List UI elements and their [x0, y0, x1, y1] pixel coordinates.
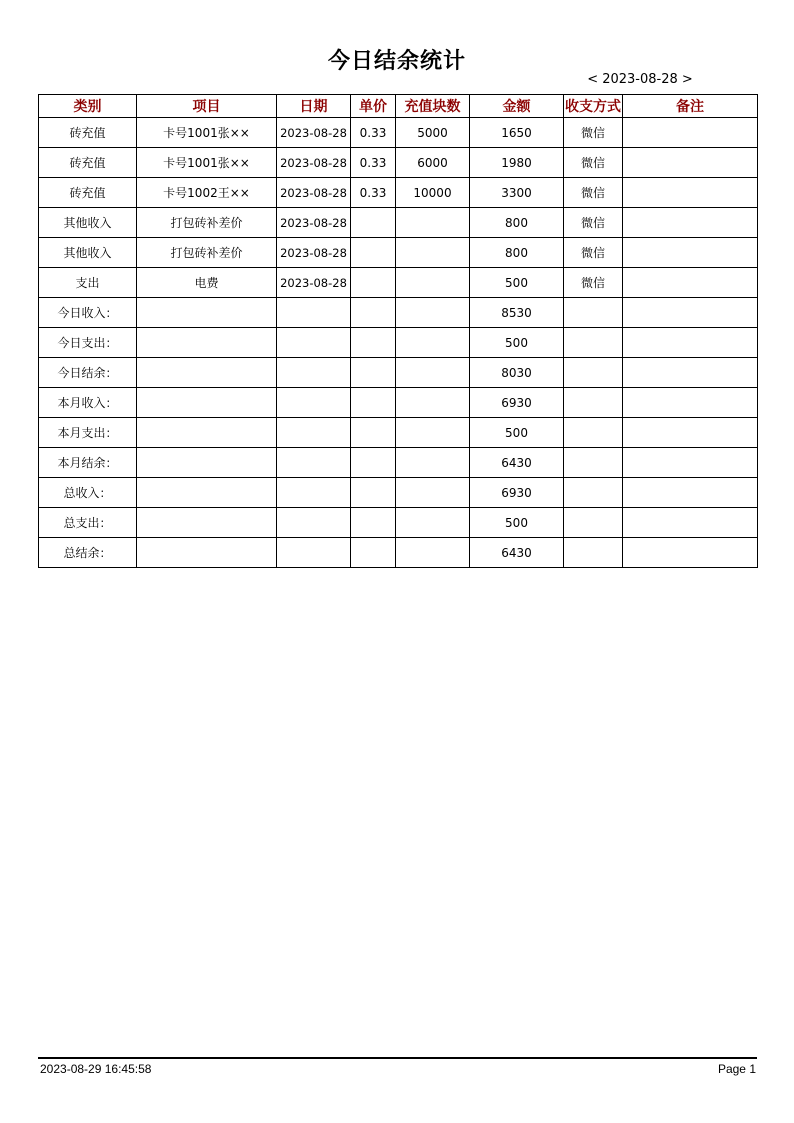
cell-category: 其他收入: [39, 238, 137, 268]
cell-unit-price: 0.33: [351, 148, 396, 178]
cell-unit-price: [351, 268, 396, 298]
cell-remarks: [623, 118, 758, 148]
report-title: 今日结余统计: [327, 48, 466, 74]
summary-row-today-balance: [39, 358, 758, 388]
summary-label: 总结余：: [39, 538, 137, 568]
cell-item: 卡号1001张××: [137, 118, 277, 148]
cell-date: 2023-08-28: [277, 208, 351, 238]
cell-remarks: [623, 148, 758, 178]
summary-row-month-expense: [39, 418, 758, 448]
footer-timestamp: 2023-08-29 16:45:58: [40, 1062, 152, 1076]
cell-amount: 800: [470, 238, 564, 268]
summary-row-today-expense: [39, 328, 758, 358]
cell-item: 卡号1002王××: [137, 178, 277, 208]
table-header-row: [39, 95, 758, 118]
col-header-item: 项目: [137, 95, 277, 118]
cell-item: 打包砖补差价: [137, 238, 277, 268]
cell-unit-price: 0.33: [351, 118, 396, 148]
cell-category: 其他收入: [39, 208, 137, 238]
footer-page-number: Page 1: [717, 1062, 756, 1076]
summary-amount: 500: [470, 508, 564, 538]
cell-recharge-count: [396, 208, 470, 238]
cell-amount: 800: [470, 208, 564, 238]
cell-unit-price: [351, 238, 396, 268]
cell-recharge-count: [396, 238, 470, 268]
cell-item: 电费: [137, 268, 277, 298]
summary-row-month-income: [39, 388, 758, 418]
cell-payment-method: 微信: [564, 148, 623, 178]
cell-payment-method: 微信: [564, 118, 623, 148]
summary-row-total-income: [39, 478, 758, 508]
col-header-unit-price: 单价: [351, 95, 396, 118]
cell-category: 支出: [39, 268, 137, 298]
summary-label: 本月结余：: [39, 448, 137, 478]
cell-category: 砖充值: [39, 148, 137, 178]
summary-label: 总支出：: [39, 508, 137, 538]
table-row: [39, 208, 758, 238]
cell-payment-method: 微信: [564, 178, 623, 208]
summary-amount: 6930: [470, 478, 564, 508]
summary-amount: 6430: [470, 448, 564, 478]
summary-label: 总收入：: [39, 478, 137, 508]
summary-amount: 500: [470, 418, 564, 448]
cell-date: 2023-08-28: [277, 238, 351, 268]
cell-date: 2023-08-28: [277, 118, 351, 148]
table-row: [39, 118, 758, 148]
balance-table: [38, 94, 758, 568]
cell-payment-method: 微信: [564, 208, 623, 238]
summary-row-total-expense: [39, 508, 758, 538]
cell-recharge-count: 10000: [396, 178, 470, 208]
cell-date: 2023-08-28: [277, 178, 351, 208]
col-header-remarks: 备注: [623, 95, 758, 118]
summary-row-today-income: [39, 298, 758, 328]
summary-label: 今日支出：: [39, 328, 137, 358]
summary-label: 本月收入：: [39, 388, 137, 418]
cell-recharge-count: 6000: [396, 148, 470, 178]
cell-item: 卡号1001张××: [137, 148, 277, 178]
summary-amount: 8530: [470, 298, 564, 328]
summary-amount: 6930: [470, 388, 564, 418]
table-row: [39, 178, 758, 208]
cell-remarks: [623, 178, 758, 208]
col-header-date: 日期: [277, 95, 351, 118]
cell-category: 砖充值: [39, 118, 137, 148]
table-row: [39, 148, 758, 178]
cell-remarks: [623, 208, 758, 238]
cell-recharge-count: [396, 268, 470, 298]
table-row: [39, 238, 758, 268]
summary-label: 今日收入：: [39, 298, 137, 328]
summary-row-month-balance: [39, 448, 758, 478]
summary-label: 本月支出：: [39, 418, 137, 448]
cell-category: 砖充值: [39, 178, 137, 208]
cell-recharge-count: 5000: [396, 118, 470, 148]
summary-amount: 6430: [470, 538, 564, 568]
summary-label: 今日结余：: [39, 358, 137, 388]
col-header-amount: 金额: [470, 95, 564, 118]
summary-amount: 500: [470, 328, 564, 358]
table-row: [39, 268, 758, 298]
cell-remarks: [623, 238, 758, 268]
cell-amount: 3300: [470, 178, 564, 208]
col-header-category: 类别: [39, 95, 137, 118]
footer-divider: [38, 1057, 757, 1059]
summary-amount: 8030: [470, 358, 564, 388]
cell-payment-method: 微信: [564, 238, 623, 268]
col-header-recharge-count: 充值块数: [396, 95, 470, 118]
col-header-payment-method: 收支方式: [564, 95, 623, 118]
summary-row-total-balance: [39, 538, 758, 568]
cell-unit-price: [351, 208, 396, 238]
cell-date: 2023-08-28: [277, 148, 351, 178]
cell-remarks: [623, 268, 758, 298]
cell-amount: 1650: [470, 118, 564, 148]
cell-payment-method: 微信: [564, 268, 623, 298]
cell-date: 2023-08-28: [277, 268, 351, 298]
cell-amount: 1980: [470, 148, 564, 178]
cell-unit-price: 0.33: [351, 178, 396, 208]
cell-amount: 500: [470, 268, 564, 298]
report-date-range: < 2023-08-28 >: [587, 72, 693, 87]
cell-item: 打包砖补差价: [137, 208, 277, 238]
